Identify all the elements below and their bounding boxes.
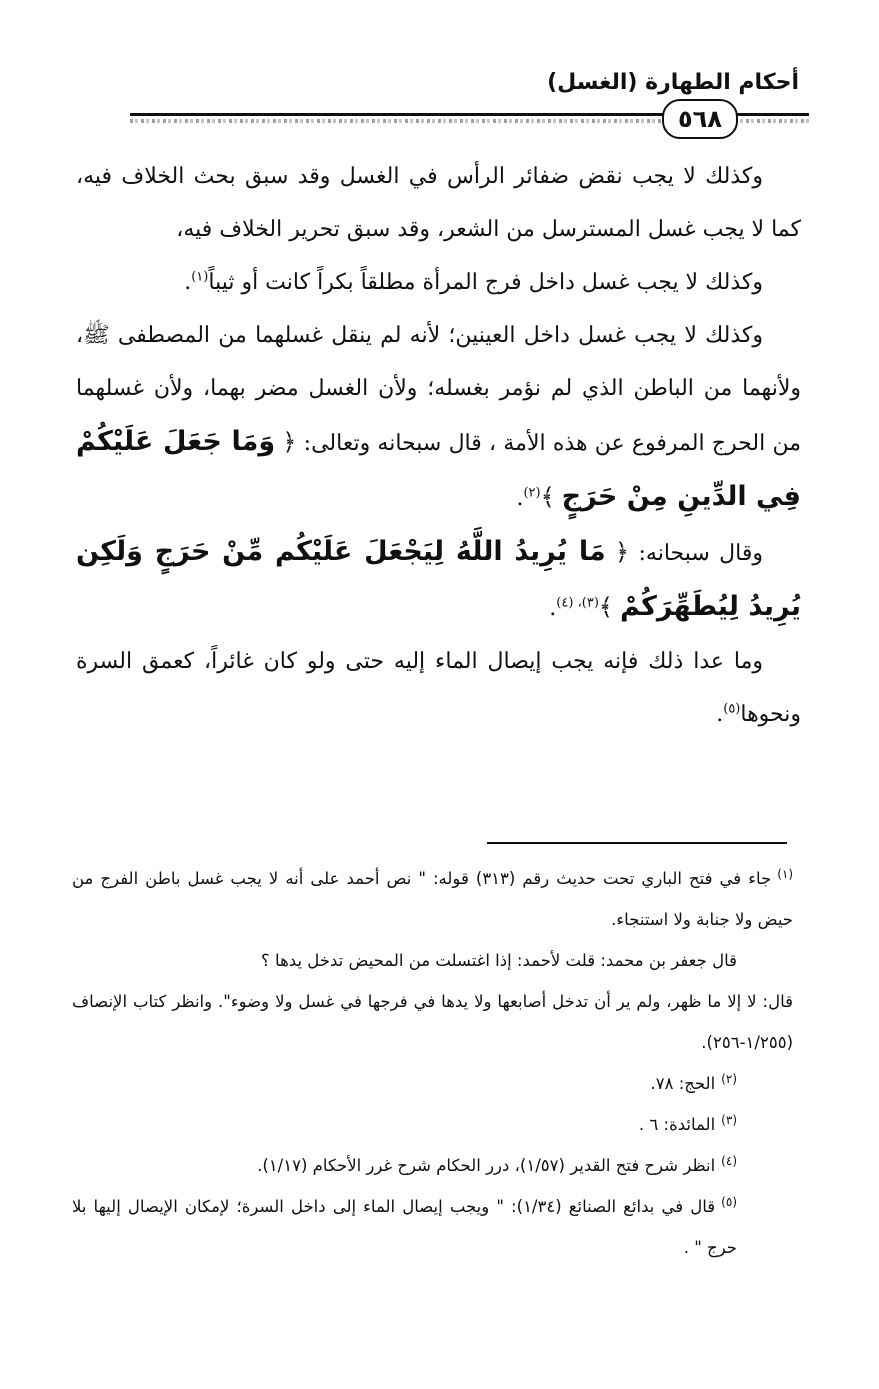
footnote-1-continuation xyxy=(72,981,793,1063)
quran-close-bracket: ﴾ xyxy=(540,483,555,511)
footnote-3 xyxy=(72,1104,793,1145)
footnote-text: انظر شرح فتح القدير (١/٥٧)، درر الحكام شرح غرر الأحكام (١/١٧). xyxy=(257,1156,716,1175)
paragraph-4 xyxy=(76,525,801,635)
footnotes xyxy=(72,858,793,1268)
paragraph-2-end: . xyxy=(184,270,192,295)
footnote-1-continuation xyxy=(72,940,793,981)
footnote-text: المائدة: ٦ . xyxy=(638,1115,716,1134)
paragraph-3-end: . xyxy=(516,486,524,511)
quran-verse-1: وَمَا جَعَلَ عَلَيْكُمْ فِي الدِّينِ مِنْ حَرَجٍ xyxy=(76,426,801,512)
footnote-number: (٥) xyxy=(721,1194,737,1209)
footnote-text: قال: لا إلا ما ظهر، ولم ير أن تدخل أصابعها ولا يدها في فرجها في غسل ولا وضوء". وانظر كتاب الإنصاف (١/٢٥٥-٢٥٦). xyxy=(72,992,793,1052)
footnote-number: (٤) xyxy=(721,1153,737,1168)
quran-close-bracket: ﴾ xyxy=(598,593,613,621)
footnote-number: (٣) xyxy=(721,1112,737,1127)
quran-open-bracket: ﴿ xyxy=(615,538,630,566)
paragraph-5 xyxy=(76,635,801,741)
footnote-5 xyxy=(72,1186,793,1268)
footnote-ref-5: (٥) xyxy=(723,701,741,717)
paragraph-5-text: وما عدا ذلك فإنه يجب إيصال الماء إليه حتى ولو كان غائراً، كعمق السرة ونحوها xyxy=(76,649,801,727)
main-text xyxy=(76,150,801,741)
paragraph-4-end: . xyxy=(549,596,557,621)
paragraph-5-end: . xyxy=(716,702,724,727)
footnote-1 xyxy=(72,858,793,940)
footnote-2 xyxy=(72,1063,793,1104)
quran-open-bracket: ﴿ xyxy=(282,428,297,456)
footnote-separator xyxy=(487,842,787,844)
page-number: ٥٦٨ xyxy=(662,99,738,139)
paragraph-3 xyxy=(76,309,801,525)
running-title: أحكام الطهارة (الغسل) xyxy=(547,70,799,95)
quran-verse-2: مَا يُرِيدُ اللَّهُ لِيَجْعَلَ عَلَيْكُم مِّنْ حَرَجٍ وَلَكِن يُرِيدُ لِيُطَهِّرَكُمْ xyxy=(76,536,801,622)
footnote-number: (٢) xyxy=(721,1071,737,1086)
paragraph-3-text: وكذلك لا يجب غسل داخل العينين؛ لأنه لم ينقل غسلهما من المصطفى ﷺ، ولأنهما من الباطن الذي لم نؤمر بغسله؛ ولأن الغسل مضر بهما، ولأن غسلهما من الحرج المرفوع عن هذه الأمة ، قال سبحانه وتعالى: xyxy=(76,323,801,456)
footnote-4 xyxy=(72,1145,793,1186)
footnote-text: جاء في فتح الباري تحت حديث رقم (٣١٣) قوله: " نص أحمد على أنه لا يجب غسل باطن الفرج من حيض ولا جنابة ولا استنجاء. xyxy=(72,869,793,929)
footnote-number: (١) xyxy=(777,866,794,881)
footnote-ref-1: (١) xyxy=(191,269,209,285)
paragraph-2 xyxy=(76,256,801,309)
footnote-text: قال في بدائع الصنائع (١/٣٤): " ويجب إيصال الماء إلى داخل السرة؛ لإمكان الإيصال إليها بلا حرج " . xyxy=(72,1197,737,1257)
footnote-text: قال جعفر بن محمد: قلت لأحمد: إذا اغتسلت من المحيض تدخل يدها ؟ xyxy=(261,951,737,970)
footnote-ref-3-4: (٣)، (٤) xyxy=(556,595,599,611)
paragraph-4-text: وقال سبحانه: xyxy=(638,541,763,566)
footnote-text: الحج: ٧٨. xyxy=(650,1074,716,1093)
paragraph-2-text: وكذلك لا يجب غسل داخل فرج المرأة مطلقاً بكراً كانت أو ثيباً xyxy=(208,270,763,295)
footnote-ref-2: (٢) xyxy=(523,485,541,501)
paragraph-1: وكذلك لا يجب نقض ضفائر الرأس في الغسل وقد سبق بحث الخلاف فيه، كما لا يجب غسل المسترسل من الشعر، وقد سبق تحرير الخلاف فيه، xyxy=(76,164,801,242)
